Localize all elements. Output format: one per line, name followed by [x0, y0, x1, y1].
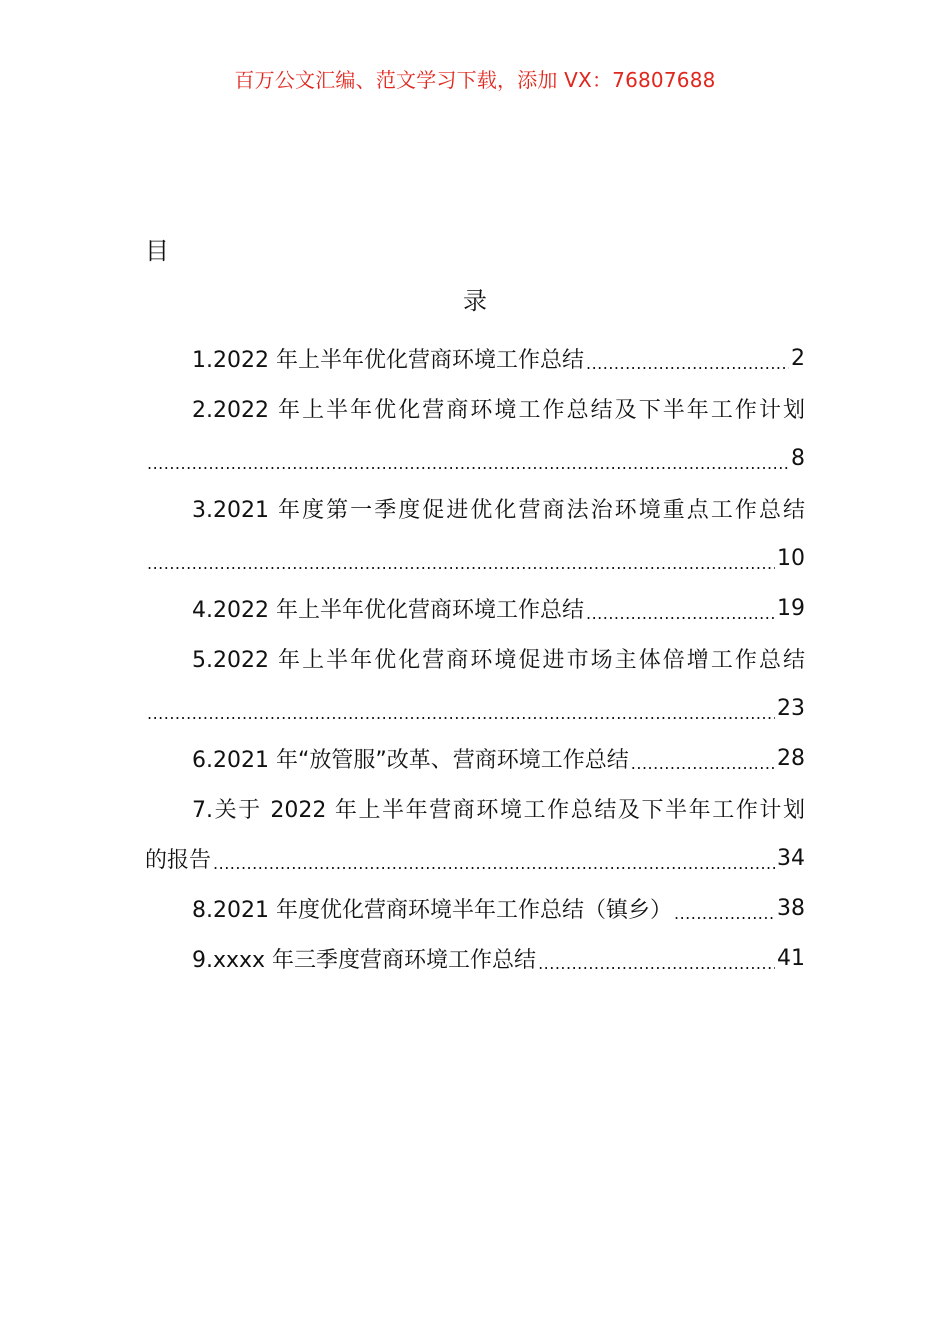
toc-entry-title: 6.2021 年“放管服”改革、营商环境工作总结 — [192, 747, 629, 773]
toc-entry-9[interactable] — [145, 933, 805, 983]
toc-entry-title: 8.2021 年度优化营商环境半年工作总结（镇乡） — [192, 897, 672, 923]
toc-entry-7[interactable] — [145, 783, 805, 833]
toc-entry-5-continuation[interactable] — [145, 683, 805, 733]
toc-entry-title-cont: 的报告 — [145, 847, 212, 873]
dot-leader — [147, 433, 789, 483]
dot-leader — [586, 333, 789, 383]
toc-entry-4[interactable] — [145, 583, 805, 633]
toc-entry-title: 3.2021 年度第一季度促进优化营商法治环境重点工作总结 — [192, 497, 805, 523]
toc-title-lu: 录 — [463, 287, 487, 315]
toc-entry-page: 2 — [791, 345, 805, 371]
toc-entry-1[interactable] — [145, 333, 805, 383]
toc-entry-title: 2.2022 年上半年优化营商环境工作总结及下半年工作计划 — [192, 397, 805, 423]
header-watermark: 百万公文汇编、范文学习下载，添加 VX：76807688 — [234, 68, 716, 92]
dot-leader — [538, 933, 775, 983]
toc-entry-title: 9.xxxx 年三季度营商环境工作总结 — [192, 947, 537, 973]
toc-entry-page: 19 — [777, 595, 805, 621]
toc-entry-page: 28 — [777, 745, 805, 771]
toc-entry-title: 4.2022 年上半年优化营商环境工作总结 — [192, 597, 584, 623]
toc-entry-page: 10 — [777, 545, 805, 571]
toc-entry-2-continuation[interactable] — [145, 433, 805, 483]
dot-leader — [631, 733, 775, 783]
table-of-contents — [145, 333, 805, 983]
toc-entry-page: 34 — [777, 845, 805, 871]
dot-leader — [586, 583, 775, 633]
dot-leader — [147, 683, 775, 733]
toc-entry-title: 5.2022 年上半年优化营商环境促进市场主体倍增工作总结 — [192, 647, 805, 673]
toc-entry-5[interactable] — [145, 633, 805, 683]
dot-leader — [147, 533, 775, 583]
toc-entry-title: 7.关于 2022 年上半年营商环境工作总结及下半年工作计划 — [192, 797, 805, 823]
toc-entry-2[interactable] — [145, 383, 805, 433]
toc-title-mu: 目 — [145, 237, 169, 265]
dot-leader — [213, 833, 775, 883]
dot-leader — [674, 883, 775, 933]
toc-entry-7-continuation[interactable] — [145, 833, 805, 883]
toc-entry-page: 38 — [777, 895, 805, 921]
toc-entry-page: 23 — [777, 695, 805, 721]
toc-entry-8[interactable] — [145, 883, 805, 933]
toc-entry-page: 8 — [791, 445, 805, 471]
toc-entry-6[interactable] — [145, 733, 805, 783]
toc-entry-3-continuation[interactable] — [145, 533, 805, 583]
toc-entry-page: 41 — [777, 945, 805, 971]
toc-entry-title: 1.2022 年上半年优化营商环境工作总结 — [192, 347, 584, 373]
toc-entry-3[interactable] — [145, 483, 805, 533]
